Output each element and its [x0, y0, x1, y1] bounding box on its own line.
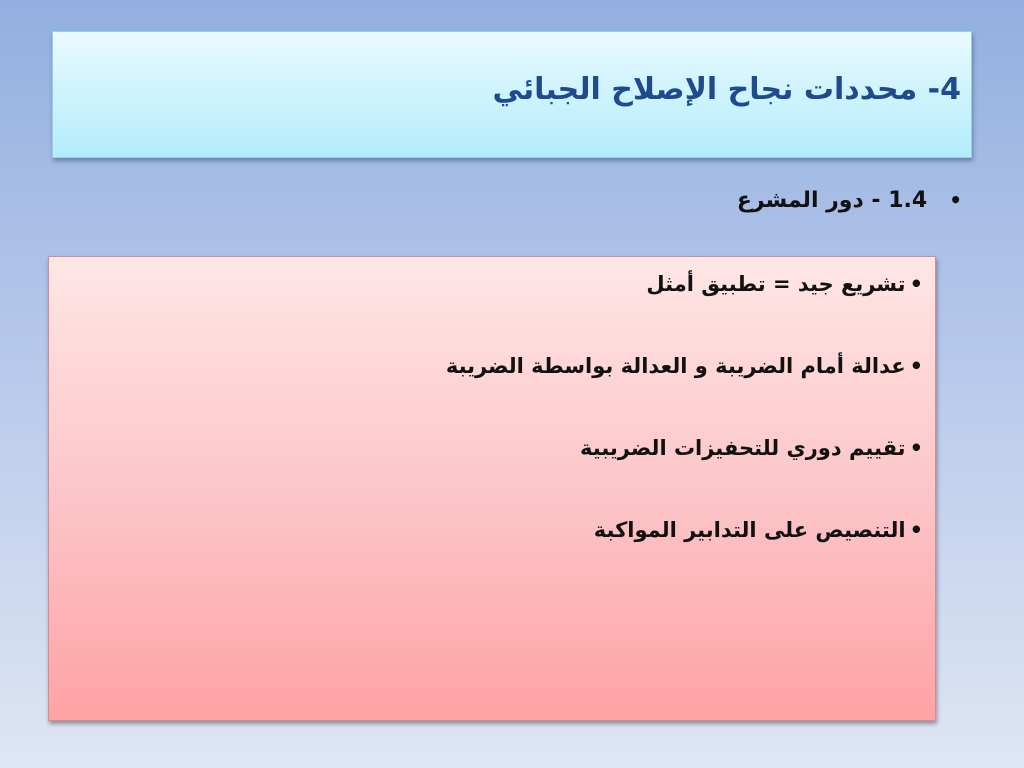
list-item-text: عدالة أمام الضريبة و العدالة بواسطة الضريبة: [445, 354, 906, 378]
bullet-list: [59, 267, 923, 595]
slide-title: 4- محددات نجاح الإصلاح الجبائي: [492, 72, 961, 107]
bullet-icon: •: [909, 436, 923, 460]
slide-title-box: [52, 31, 972, 158]
list-item: [59, 349, 923, 431]
list-item-text: تشريع جيد = تطبيق أمثل: [646, 272, 906, 296]
section-heading-text: 1.4 - دور المشرع: [736, 188, 928, 213]
list-item-text: تقييم دوري للتحفيزات الضريبية: [580, 436, 906, 460]
content-box: [48, 256, 936, 721]
bullet-icon: •: [909, 354, 923, 378]
list-item: [59, 267, 923, 349]
section-bullet-icon: •: [949, 188, 962, 212]
list-item: [59, 431, 923, 513]
section-heading: [737, 188, 962, 213]
list-item-text: التنصيص على التدابير المواكبة: [593, 518, 906, 542]
list-item: [59, 513, 923, 595]
bullet-icon: •: [909, 272, 923, 296]
bullet-icon: •: [909, 518, 923, 542]
